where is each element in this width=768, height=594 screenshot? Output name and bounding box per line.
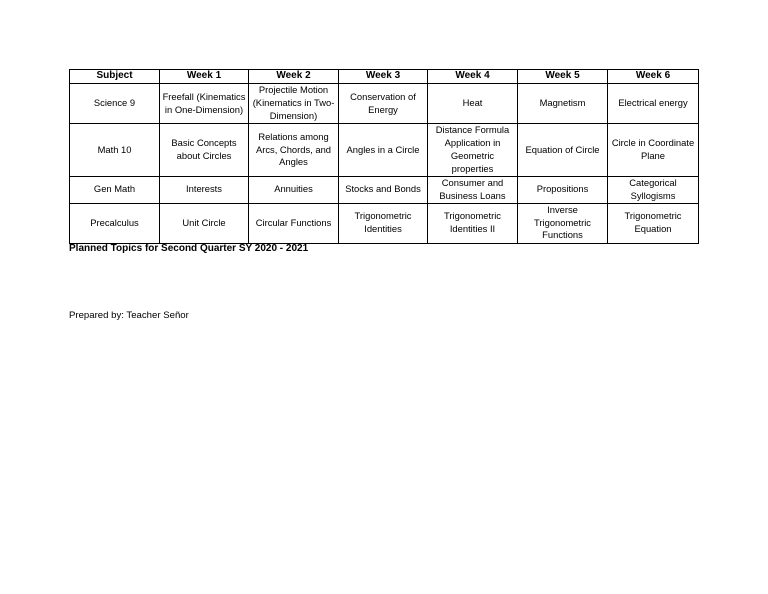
header-week-1: Week 1: [160, 70, 249, 84]
table-cell: Relations among Arcs, Chords, and Angles: [249, 124, 339, 177]
table-cell: Trigonometric Identities II: [428, 203, 518, 243]
table-cell: Electrical energy: [608, 84, 699, 124]
header-subject: Subject: [70, 70, 160, 84]
header-week-4: Week 4: [428, 70, 518, 84]
table-cell: Circle in Coordinate Plane: [608, 124, 699, 177]
header-week-6: Week 6: [608, 70, 699, 84]
table-cell: Angles in a Circle: [339, 124, 428, 177]
header-week-2: Week 2: [249, 70, 339, 84]
table-cell: Distance Formula Application in Geometric properties: [428, 124, 518, 177]
table-cell: Categorical Syllogisms: [608, 177, 699, 204]
table-cell: Trigonometric Equation: [608, 203, 699, 243]
table-cell: Propositions: [518, 177, 608, 204]
table-row: [70, 177, 699, 204]
table-row: [70, 124, 699, 177]
subject-cell: Math 10: [70, 124, 160, 177]
table-cell: Basic Concepts about Circles: [160, 124, 249, 177]
table-cell: Circular Functions: [249, 203, 339, 243]
subject-cell: Precalculus: [70, 203, 160, 243]
table-cell: Stocks and Bonds: [339, 177, 428, 204]
table-cell: Equation of Circle: [518, 124, 608, 177]
table-caption: Planned Topics for Second Quarter SY 2020 - 2021: [69, 243, 309, 254]
prepared-by-line: Prepared by: Teacher Señor: [69, 310, 189, 321]
header-week-5: Week 5: [518, 70, 608, 84]
table-cell: Annuities: [249, 177, 339, 204]
header-week-3: Week 3: [339, 70, 428, 84]
subject-cell: Gen Math: [70, 177, 160, 204]
table-cell: Freefall (Kinematics in One-Dimension): [160, 84, 249, 124]
subject-cell: Science 9: [70, 84, 160, 124]
table-row: [70, 84, 699, 124]
table-cell: Consumer and Business Loans: [428, 177, 518, 204]
table-cell: Inverse Trigonometric Functions: [518, 203, 608, 243]
table-row: [70, 203, 699, 243]
table-cell: Trigonometric Identities: [339, 203, 428, 243]
table-cell: Unit Circle: [160, 203, 249, 243]
table-cell: Conservation of Energy: [339, 84, 428, 124]
table-cell: Magnetism: [518, 84, 608, 124]
table-cell: Heat: [428, 84, 518, 124]
planned-topics-table: [69, 69, 699, 244]
header-row: [70, 70, 699, 84]
table-cell: Projectile Motion (Kinematics in Two-Dimension): [249, 84, 339, 124]
table-cell: Interests: [160, 177, 249, 204]
